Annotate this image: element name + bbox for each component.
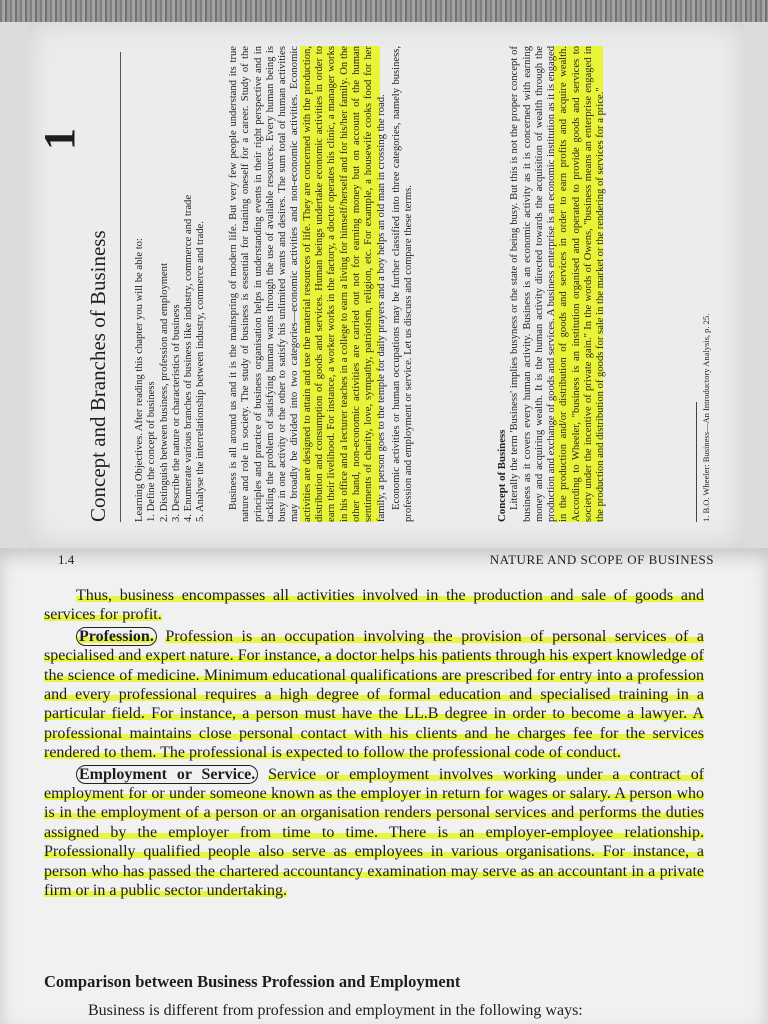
concept-paragraph: Literally the term 'Business' implies busyness or the state of being busy. But this is not the proper concept of business as it covers every human activity. Business is an economic activity as it is concerned with earning money and acquiring wealth. It is the human activity directed towards the acquisition of wealth through the production and exchange of goods and services. A business enterprise is an economic institution as it is engaged in the production and/or distribution of goods and services in order to earn profits and acquire wealth. According to Wheeler, "business is an institution organised and operated to provide goods and services to society under the incentive of private gain." In the words of Owens, "business means an enterprise engaged in the production and distribution of goods for sale in the market or the rendering of services for a price."	[509, 46, 607, 522]
page-header	[44, 548, 714, 570]
chapter-number: 1	[35, 127, 84, 150]
title-divider	[120, 52, 121, 522]
objectives-lead: Learning Objectives. After reading this chapter you will be able to:	[134, 238, 145, 522]
profession-text: Profession is an occupation involving the provision of personal services of a specialised and expert nature. For instance, a doctor helps his patients through his expert knowledge of the science of medicine. Minimum educational qualifications are prescribed for entry into a profession and every professional requires a high degree of formal education and specialised training in a particular field. For instance, a person must have the LL.B degree in order to become a lawyer. A professional maintains close personal contact with his clients and he charges fee for the services rendered to them. The professional is expected to follow the professional code of conduct.	[44, 627, 705, 762]
intro-paragraph: Business is all around us and it is the mainspring of modern life. But very few people understand its true nature and role in society. The study of business is essential for training oneself for a career. Study of the principles and practice of business organisation helps in understanding events in their right perspective and in tackling the problem of satisfying human wants through the use of available resources. Every human being is busy in one activity or the other to satisfy his unlimited wants and desires. The sum total of human activities may broadly be divided into two categories—economic activities and non-economic activities. Economic activities are designed to attain and use the material resources of life. They are concerned with the production, distribution and consumption of goods and services. Human beings undertake economic activities in order to earn their livelihood. For instance, a worker works in the factory, a doctor operates his clinic, a manager works in his office and a lecturer teaches in a college to earn a living for himself/herself and for his/her family. On the other hand, non-economic activities are carried out not for earning money but on account of the human sentiments of charity, love, sympathy, patriotism, religion, etc. For example, a housewife cooks food for her family, a person goes to the temple for daily prayers and a boy helps an old man in crossing the road.	[228, 46, 387, 522]
scan-edge-strip	[0, 0, 768, 22]
lower-page	[0, 548, 768, 1024]
intro-paragraph: Economic activities or human occupations may be further classified into three categories, namely business, profession and employment or service. Let us discuss and compare these terms.	[390, 46, 415, 522]
profession-paragraph	[44, 627, 704, 763]
upper-rotated-page	[28, 22, 744, 548]
thus-text: Thus, business encompasses all activities involved in the production and sale of goods and services for profit.	[44, 587, 704, 624]
profession-heading: Profession.	[76, 627, 157, 646]
rotated-page-content	[28, 22, 744, 548]
concept-section	[496, 46, 608, 522]
objective-item: 4. Enumerate various branches of business like industry, commerce and trade	[183, 194, 195, 522]
employment-paragraph	[44, 765, 704, 901]
footnote: 1. B.O. Wheeler: Business—An Introductory Analysis, p. 25.	[701, 313, 711, 522]
footnote-rule	[696, 402, 697, 522]
employment-text: Service or employment involves working under a contract of employment for or under someone known as the employer in return for wages or salary. A person who is in the employment of a person or an organisation renders personal services and performs the duties assigned by the employer from time to time. There is an employer-employee relationship. Professionally qualified people also serve as employees in various organisations. For instance, a person who has passed the chartered accountancy examination may serve as an accountant in a private firm or in a public sector undertaking.	[44, 765, 705, 900]
objective-item: 5. Analyse the interrelationship between industry, commerce and trade.	[195, 221, 207, 522]
learning-objectives	[134, 52, 208, 522]
running-head: NATURE AND SCOPE OF BUSINESS	[489, 552, 714, 567]
objective-item: 2. Distinguish between business, profession and employment	[158, 263, 170, 522]
employment-heading: Employment or Service.	[76, 765, 258, 784]
objective-item: 3. Describe the nature or characteristics of business	[170, 304, 182, 522]
thus-paragraph	[44, 586, 704, 625]
body-text	[44, 586, 704, 901]
comparison-intro: Business is different from profession and employment in the following ways:	[88, 1002, 583, 1019]
page-number: 1.4	[58, 552, 75, 567]
chapter-title: Concept and Branches of Business	[86, 230, 110, 522]
concept-heading: Concept of Business	[496, 429, 508, 522]
intro-text	[228, 46, 418, 522]
objective-item: 1. Define the concept of business	[146, 381, 158, 522]
comparison-heading: Comparison between Business Profession and Employment	[44, 972, 461, 991]
